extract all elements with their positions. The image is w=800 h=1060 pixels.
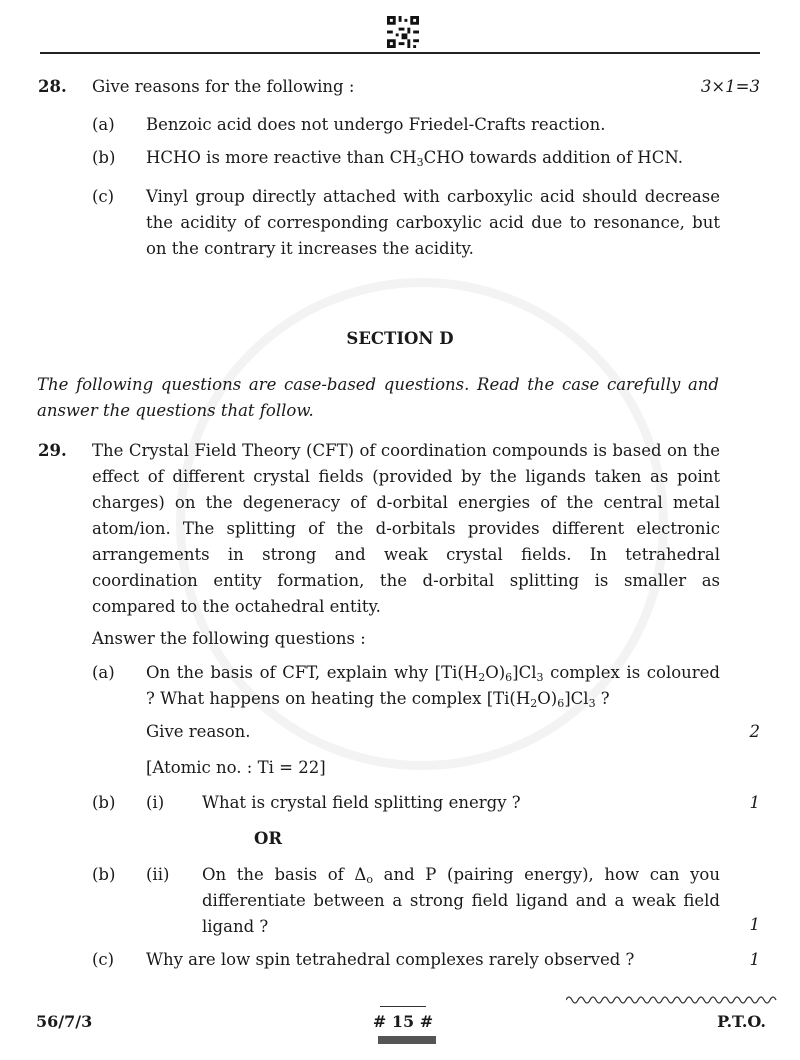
- q29-c-text: Why are low spin tetrahedral complexes rarely observed ?: [146, 950, 635, 969]
- or-divider: OR: [254, 829, 283, 848]
- q28-prompt: Give reasons for the following :: [92, 77, 355, 96]
- top-rule: [40, 52, 760, 54]
- q28-marks: 3×1=3: [700, 77, 760, 96]
- page-number: # 15 #: [360, 1012, 446, 1031]
- q29-b1-label: (b): [92, 793, 116, 812]
- pto-label: P.T.O.: [717, 1012, 766, 1031]
- q29-a-atomic: [Atomic no. : Ti = 22]: [146, 758, 326, 777]
- q29-b1-marks: 1: [749, 793, 760, 812]
- q28-b-label: (b): [92, 148, 116, 167]
- q29-b1-text: What is crystal field splitting energy ?: [202, 793, 521, 812]
- q29-b2-text: On the basis of $\Delta_o$ and P (pairing energy), how can you differentiate between a strong field ligand and a weak field ligand ?: [202, 865, 720, 936]
- section-instruction: The following questions are case-based questions. Read the case carefully and answer the questions that follow.: [37, 375, 719, 420]
- footer-bar: [378, 1036, 436, 1044]
- q29-passage: The Crystal Field Theory (CFT) of coordination compounds is based on the effect of different crystal fields (provided by the ligands taken as point charges) on the degeneracy of d-orbital energies of the central metal atom/ion. The splitting of the d-orbitals provides different electronic arrangements in strong and weak crystal fields. In tetrahedral coordination entity formation, the d-orbital splitting is smaller as compared to the octahedral entity.: [92, 441, 720, 616]
- q28-a-label: (a): [92, 115, 115, 134]
- section-title: SECTION D: [346, 329, 454, 348]
- q29-b1-sublabel: (i): [146, 793, 165, 812]
- q29-answer-intro: Answer the following questions :: [92, 629, 366, 648]
- q29-b2-label: (b): [92, 865, 116, 884]
- q28-b-text: HCHO is more reactive than $CH_3CHO$ towards addition of HCN.: [146, 148, 683, 169]
- q29-b2-sublabel: (ii): [146, 865, 170, 884]
- q29-number: 29.: [38, 441, 67, 460]
- q28-a-text: Benzoic acid does not undergo Friedel-Crafts reaction.: [146, 115, 606, 134]
- q28-c-label: (c): [92, 187, 115, 206]
- q29-a-text: On the basis of CFT, explain why $[Ti(H_2O)_6]Cl_3$ complex is coloured ? What happens on heating the complex $[Ti(H_2O)_6]Cl_3$ ?: [146, 663, 720, 710]
- qr-code-icon: [386, 16, 420, 48]
- wavy-line-decoration: [566, 994, 778, 1006]
- q28-c-text: Vinyl group directly attached with carboxylic acid should decrease the acidity of corresponding carboxylic acid due to resonance, but on the contrary it increases the acidity.: [146, 187, 720, 258]
- q29-a-give-reason: Give reason.: [146, 722, 251, 741]
- q29-c-label: (c): [92, 950, 115, 969]
- q28-number: 28.: [38, 77, 67, 96]
- q29-a-label: (a): [92, 663, 115, 682]
- paper-code: 56/7/3: [36, 1012, 93, 1031]
- q29-a-marks: 2: [749, 722, 760, 741]
- q29-c-marks: 1: [749, 950, 760, 969]
- q29-b2-marks: 1: [749, 915, 760, 934]
